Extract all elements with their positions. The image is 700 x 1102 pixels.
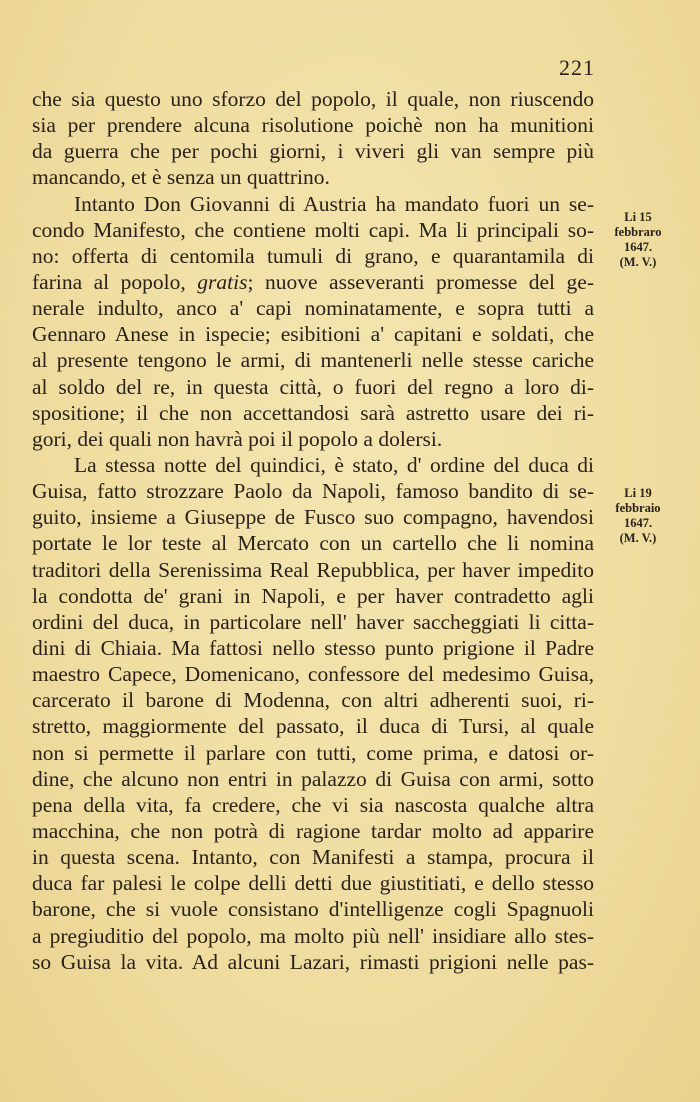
text-line: traditori della Serenissima Real Repubblica, per haver impedito (32, 557, 594, 582)
text-line: so Guisa la vita. Ad alcuni Lazari, rimasti prigioni nelle pas- (32, 949, 594, 974)
text-line: carcerato il barone di Modenna, con altri adherenti suoi, ri- (32, 688, 594, 713)
text-line: duca far palesi le colpe delli detti due giustitiati, e dello stesso (32, 871, 594, 896)
margin-note-line: 1647. (623, 516, 653, 530)
text-line: sia per prendere alcuna risolutione poichè non ha munitioni (32, 113, 594, 138)
margin-date-note (602, 486, 674, 546)
text-line: condo Manifesto, che contiene molti capi. Ma li principali so- (32, 217, 594, 242)
margin-note-line: 1647. (623, 240, 653, 254)
margin-note-line: (M. V.) (619, 531, 657, 545)
body-text (32, 86, 594, 975)
text-line: Gennaro Anese in ispecie; esibitioni a' capitani e soldati, che (32, 322, 594, 347)
paragraph-start-line: Intanto Don Giovanni di Austria ha mandato fuori un se- (74, 191, 594, 216)
text-line: a pregiuditio del popolo, ma molto più nell' insidiare allo stes- (32, 923, 594, 948)
text-line: guito, insieme a Giuseppe de Fusco suo compagno, havendosi (32, 505, 594, 530)
paragraph-start-line: La stessa notte del quindici, è stato, d' ordine del duca di (74, 452, 594, 477)
text-line: no: offerta di centomila tumuli di grano, e quarantamila di (32, 243, 594, 268)
text-line: stretto, maggiormente del passato, il duca di Tursi, al quale (32, 714, 594, 739)
margin-note-line: (M. V.) (619, 255, 657, 269)
emphasis: gratis (197, 269, 248, 294)
text-line: pena della vita, fa credere, che vi sia nascosta qualche altra (32, 792, 594, 817)
text-line: portate le lor teste al Mercato con un cartello che li nomina (32, 531, 594, 556)
margin-note-line: febbraro (614, 225, 662, 239)
margin-date-note (602, 210, 674, 270)
text-line: barone, che si vuole consistano d'intelligenze cogli Spagnuoli (32, 897, 594, 922)
text-line: mancando, et è senza un quattrino. (32, 165, 330, 190)
margin-note-line: Li 15 (624, 210, 652, 224)
page-number: 221 (559, 55, 595, 80)
text-line: al presente tengono le armi, di mantenerli nelle stesse cariche (32, 348, 594, 373)
text-line: da guerra che per pochi giorni, i viveri gli van sempre più (32, 139, 594, 164)
text-line (32, 269, 594, 295)
text-line: dine, che alcuno non entri in palazzo di Guisa con armi, sotto (32, 766, 594, 791)
text-line: dini di Chiaia. Ma fattosi nello stesso punto prigione il Padre (32, 635, 594, 660)
margin-note-line: Li 19 (624, 486, 652, 500)
text-line: maestro Capece, Domenicano, confessore del medesimo Guisa, (32, 662, 594, 687)
text-line: che sia questo uno sforzo del popolo, il quale, non riuscendo (32, 87, 594, 111)
text-line: macchina, che non potrà di ragione tardar molto ad apparire (32, 818, 594, 843)
text-line: nerale indulto, anco a' capi nominatamente, e sopra tutti a (32, 296, 594, 321)
text-line-part: farina al popolo, gratis; nuove asseveranti promesse del ge- (32, 269, 595, 294)
text-line: la condotta de' grani in Napoli, e per haver contradetto agli (32, 583, 594, 608)
text-line: non si permette il parlare con tutti, come prima, e datosi or- (32, 740, 594, 765)
text-line: al soldo del re, in questa città, o fuori del regno a loro di- (32, 374, 594, 399)
text-line: ordini del duca, in particolare nell' haver saccheggiati li citta- (32, 609, 594, 634)
text-line: spositione; il che non accettandosi sarà astretto usare dei ri- (32, 400, 594, 425)
margin-note-line: febbraio (615, 501, 661, 515)
text-line: in questa scena. Intanto, con Manifesti a stampa, procura il (32, 845, 594, 870)
text-line: gori, dei quali non havrà poi il popolo a dolersi. (32, 426, 443, 451)
text-line: Guisa, fatto strozzare Paolo da Napoli, famoso bandito di se- (32, 479, 594, 504)
